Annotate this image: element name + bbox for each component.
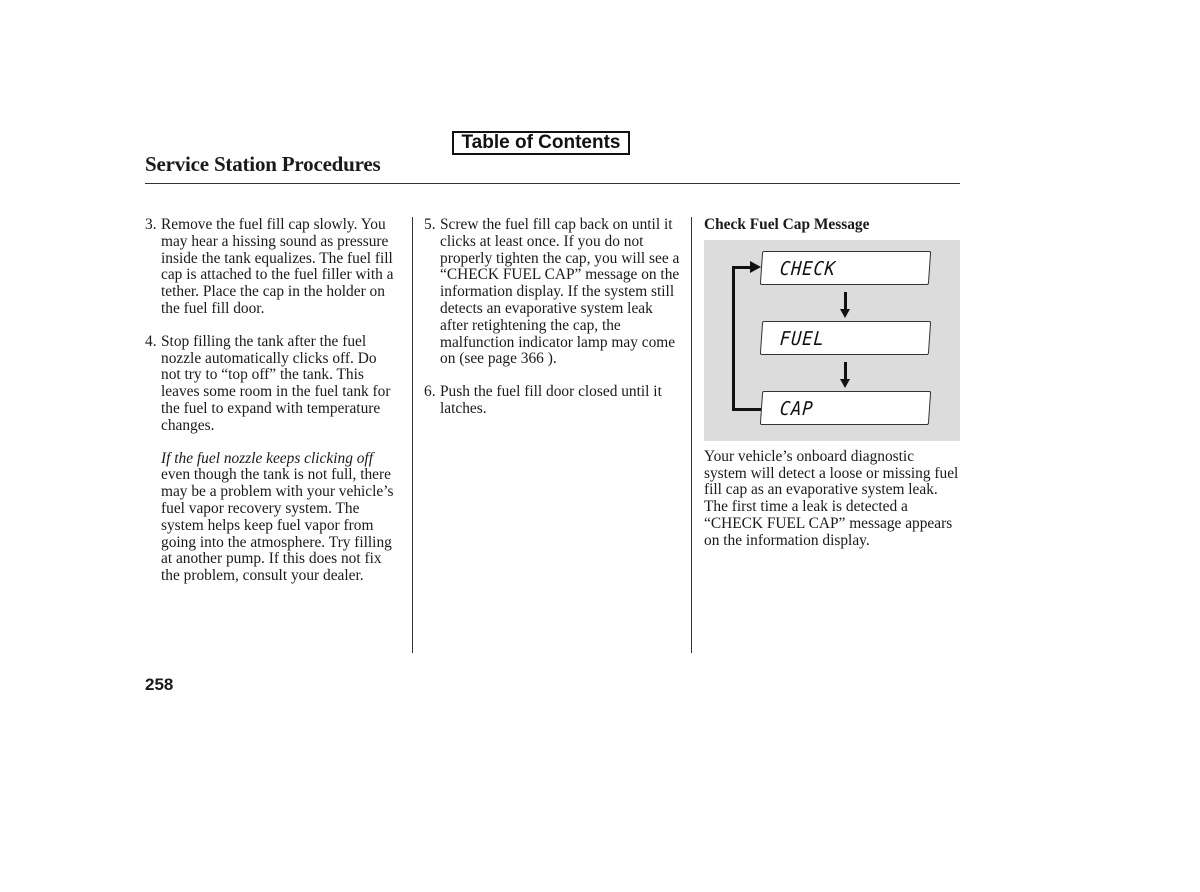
- loop-bottom-line: [732, 408, 761, 411]
- column-middle: [424, 217, 684, 418]
- section-heading: Check Fuel Cap Message: [704, 216, 870, 233]
- title-divider: [145, 183, 960, 184]
- column-divider-2: [691, 217, 692, 653]
- step-number: 4.: [145, 332, 157, 350]
- down-arrow-icon: [840, 292, 850, 318]
- display-text: CHECK: [779, 257, 837, 280]
- down-arrow-icon: [840, 362, 850, 388]
- loop-vertical-line: [732, 266, 735, 411]
- display-text: FUEL: [779, 327, 826, 350]
- column-divider-1: [412, 217, 413, 653]
- step-number: 3.: [145, 216, 157, 233]
- column-right: [704, 217, 960, 550]
- step-number: 5.: [424, 216, 436, 233]
- page-title: Service Station Procedures: [145, 152, 381, 176]
- loop-top-line: [732, 266, 752, 269]
- step-text: Remove the fuel fill cap slowly. You may hear a hissing sound as pressure inside the tank equalizes. The fuel fill cap is attached to the fuel filler with a tether. Place the cap in the holder on the fuel fill door.: [161, 216, 394, 317]
- note-lead: If the fuel nozzle keeps clicking off: [161, 449, 373, 467]
- loop-arrow-head: [750, 261, 761, 273]
- step-5: [424, 217, 684, 368]
- display-check: [760, 251, 931, 285]
- step-text: Stop filling the tank after the fuel nozzle automatically clicks off. Do not try to “top off” the tank. This leaves some room in the fuel tank for the fuel to expand with temperature changes.: [161, 332, 391, 434]
- step-number: 6.: [424, 383, 436, 401]
- table-of-contents-button[interactable]: Table of Contents: [452, 131, 630, 155]
- step-3: [145, 217, 400, 318]
- step-4: [145, 334, 400, 435]
- column-left: [145, 217, 400, 585]
- step-text: Push the fuel fill door closed until it latches.: [440, 383, 662, 417]
- display-text: CAP: [779, 397, 815, 420]
- display-fuel: [760, 321, 931, 355]
- step-6: [424, 384, 684, 418]
- page-number: 258: [145, 675, 174, 694]
- display-cap: [760, 391, 931, 425]
- section-body: Your vehicle’s onboard diagnostic system will detect a loose or missing fuel fill cap as an evaporative system leak. The first time a leak is detected a “CHECK FUEL CAP” message appears on the information display.: [704, 447, 959, 549]
- note-text: even though the tank is not full, there may be a problem with your vehicle’s fuel vapor recovery system. The system helps keep fuel vapor from going into the atmosphere. Try filling at another pump. If this does not fix the problem, consult your dealer.: [161, 466, 394, 585]
- fuel-cap-message-diagram: [704, 240, 960, 441]
- step-text: Screw the fuel fill cap back on until it clicks at least once. If you do not properly tighten the cap, you will see a “CHECK FUEL CAP” message on the information display. If the system still detects an evaporative system leak after retightening the cap, the malfunction indicator lamp may come on (see page 366 ).: [440, 216, 680, 368]
